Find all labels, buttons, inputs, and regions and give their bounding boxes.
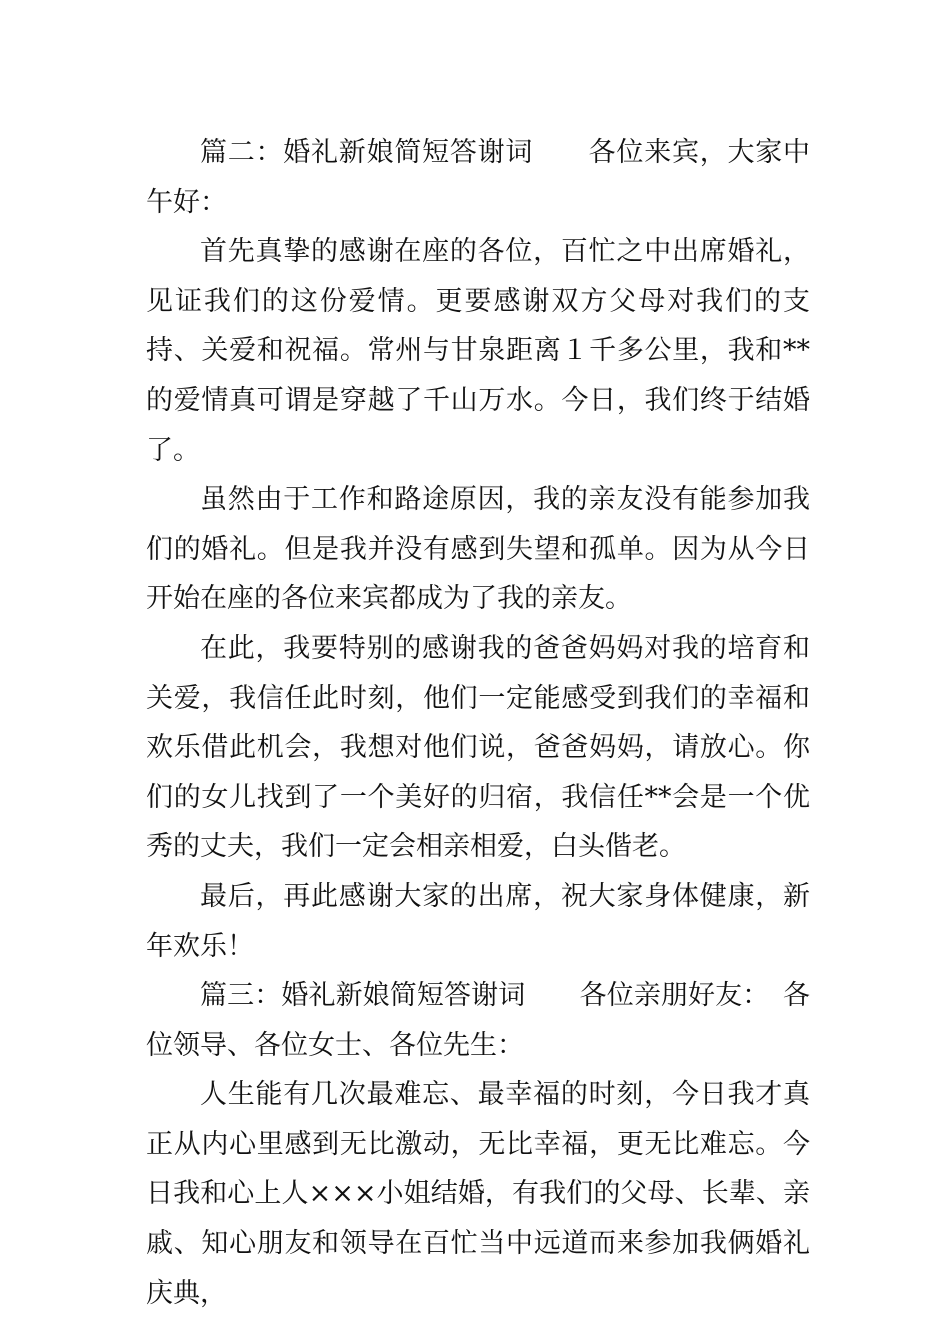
- paragraph-section-three-heading: 篇三：婚礼新娘简短答谢词 各位亲朋好友： 各位领导、各位女士、各位先生：: [146, 980, 810, 1061]
- paragraph-relatives-absent: 虽然由于工作和路途原因，我的亲友没有能参加我们的婚礼。但是我并没有感到失望和孤单。因为从今日开始在座的各位来宾都成为了我的亲友。: [146, 484, 810, 615]
- document-body: [146, 128, 810, 1318]
- paragraph-thanks-guests: 首先真挚的感谢在座的各位，百忙之中出席婚礼，见证我们的这份爱情。更要感谢双方父母对我们的支持、关爱和祝福。常州与甘泉距离１千多公里，我和**的爱情真可谓是穿越了千山万水。今日，我们终于结婚了。: [146, 236, 810, 466]
- paragraph-thanks-parents: 在此，我要特别的感谢我的爸爸妈妈对我的培育和关爱，我信任此时刻，他们一定能感受到我们的幸福和欢乐借此机会，我想对他们说，爸爸妈妈，请放心。你们的女儿找到了一个美好的归宿，我信任**会是一个优秀的丈夫，我们一定会相亲相爱，白头偕老。: [146, 632, 810, 863]
- paragraph-section-two-heading: 篇二：婚礼新娘简短答谢词 各位来宾，大家中午好：: [146, 137, 810, 218]
- paragraph-memorable-moment: 人生能有几次最难忘、最幸福的时刻，今日我才真正从内心里感到无比激动，无比幸福，更无比难忘。今日我和心上人×××小姐结婚，有我们的父母、长辈、亲戚、知心朋友和领导在百忙当中远道而来参加我俩婚礼庆典，: [146, 1079, 810, 1309]
- paragraph-closing-wishes: 最后，再此感谢大家的出席，祝大家身体健康，新年欢乐！: [146, 880, 810, 962]
